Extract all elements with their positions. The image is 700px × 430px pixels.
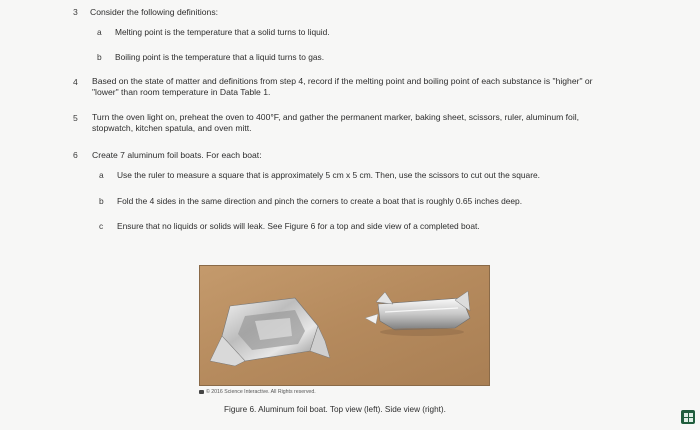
step-4-line-1: Based on the state of matter and definitions from step 4, record if the melting point and boiling point of each substance is "higher" or: [92, 76, 593, 86]
foil-boat-photo: [199, 265, 490, 386]
step-3a-text: Melting point is the temperature that a solid turns to liquid.: [115, 27, 330, 37]
step-6a-text: Use the ruler to measure a square that is approximately 5 cm x 5 cm. Then, use the scissors to cut out the square.: [117, 170, 540, 180]
step-6c-text: Ensure that no liquids or solids will leak. See Figure 6 for a top and side view of a completed boat.: [117, 221, 480, 231]
step-6-number: 6: [73, 150, 78, 160]
step-6a-letter: a: [99, 170, 104, 180]
step-5-number: 5: [73, 113, 78, 123]
step-3a-letter: a: [97, 27, 102, 37]
step-6b-text: Fold the 4 sides in the same direction and pinch the corners to create a boat that is roughly 0.65 inches deep.: [117, 196, 523, 206]
step-3-text: Consider the following definitions:: [90, 7, 219, 17]
grid-icon: [684, 413, 693, 422]
step-3b-text: Boiling point is the temperature that a liquid turns to gas.: [115, 52, 325, 62]
step-6-text: Create 7 aluminum foil boats. For each boat:: [92, 150, 262, 160]
step-6b-letter: b: [99, 196, 104, 206]
step-5-line-1: Turn the oven light on, preheat the oven to 400°F, and gather the permanent marker, baking sheet, scissors, ruler, aluminum foil,: [92, 112, 580, 122]
grid-button[interactable]: [681, 410, 695, 424]
step-4-line-2: "lower" than room temperature in Data Table 1.: [92, 87, 271, 97]
camera-icon: [199, 390, 204, 394]
figure-credit: [199, 389, 316, 395]
foil-boat-illustration: [200, 266, 489, 385]
figure-caption: Figure 6. Aluminum foil boat. Top view (left). Side view (right).: [224, 405, 446, 414]
step-3-number: 3: [73, 7, 78, 17]
step-4-number: 4: [73, 77, 78, 87]
step-5-line-2: stopwatch, kitchen spatula, and oven mitt.: [92, 123, 252, 133]
step-3b-letter: b: [97, 52, 102, 62]
step-6c-letter: c: [99, 221, 104, 231]
figure-credit-text: © 2016 Science Interactive. All Rights reserved.: [206, 389, 316, 395]
